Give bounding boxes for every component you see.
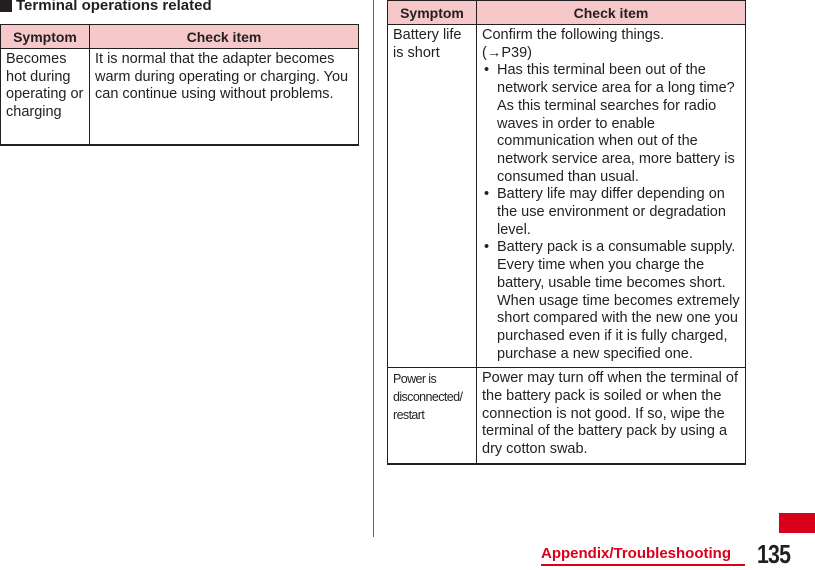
footer-underline — [541, 564, 745, 566]
list-item — [482, 186, 740, 239]
chapter-tab-marker — [779, 513, 815, 533]
bullet-text: • Battery life may differ depending on the use environment or degradation level. — [497, 186, 726, 238]
footer-section-link[interactable]: Appendix/Troubleshooting — [541, 545, 731, 562]
bullet-text: • Has this terminal been out of the network service area for a long time? — [497, 62, 735, 97]
square-bullet-icon — [0, 0, 12, 12]
check-item-cell — [477, 25, 746, 368]
list-item — [482, 62, 740, 186]
bullet-text: • Battery pack is a consumable supply. Every time when you charge the battery, usable time becomes short. — [497, 239, 736, 291]
symptom-cell: Battery life is short — [388, 25, 477, 368]
table-header-row — [388, 1, 746, 25]
section-title-text: Terminal operations related — [16, 0, 212, 14]
symptom-cell: Power is disconnected/ restart — [388, 368, 477, 464]
table-row — [388, 368, 746, 464]
table-header-row — [1, 25, 359, 49]
bullet-note: As this terminal searches for radio waves in order to enable communication when out of the network service area, more battery is consumed than usual. — [497, 97, 735, 185]
battery-table — [387, 0, 746, 465]
check-item-cell: Power may turn off when the terminal of the battery pack is soiled or when the connection is not good. If so, wipe the terminal of the battery pack by using a dry cotton swab. — [477, 368, 746, 464]
terminal-operations-table — [0, 24, 359, 146]
section-title — [0, 0, 212, 14]
table-row — [388, 25, 746, 368]
table-row — [1, 49, 359, 145]
list-item — [482, 239, 740, 363]
bullet-list — [482, 62, 740, 363]
symptom-cell: Becomes hot during operating or charging — [1, 49, 90, 145]
page-number: 135 — [757, 539, 791, 569]
check-item-cell: It is normal that the adapter becomes warm during operating or charging. You can continue using without problems. — [90, 49, 359, 145]
column-divider — [373, 0, 374, 537]
intro-text: Confirm the following things. — [482, 27, 665, 43]
bullet-note: When usage time becomes extremely short compared with the new one you purchased even if it is fully charged, purchase a new specified one. — [497, 292, 740, 362]
header-check-item: Check item — [477, 1, 746, 25]
header-symptom: Symptom — [388, 1, 477, 25]
header-check-item: Check item — [90, 25, 359, 49]
header-symptom: Symptom — [1, 25, 90, 49]
page-reference: (→P39) — [482, 44, 532, 61]
